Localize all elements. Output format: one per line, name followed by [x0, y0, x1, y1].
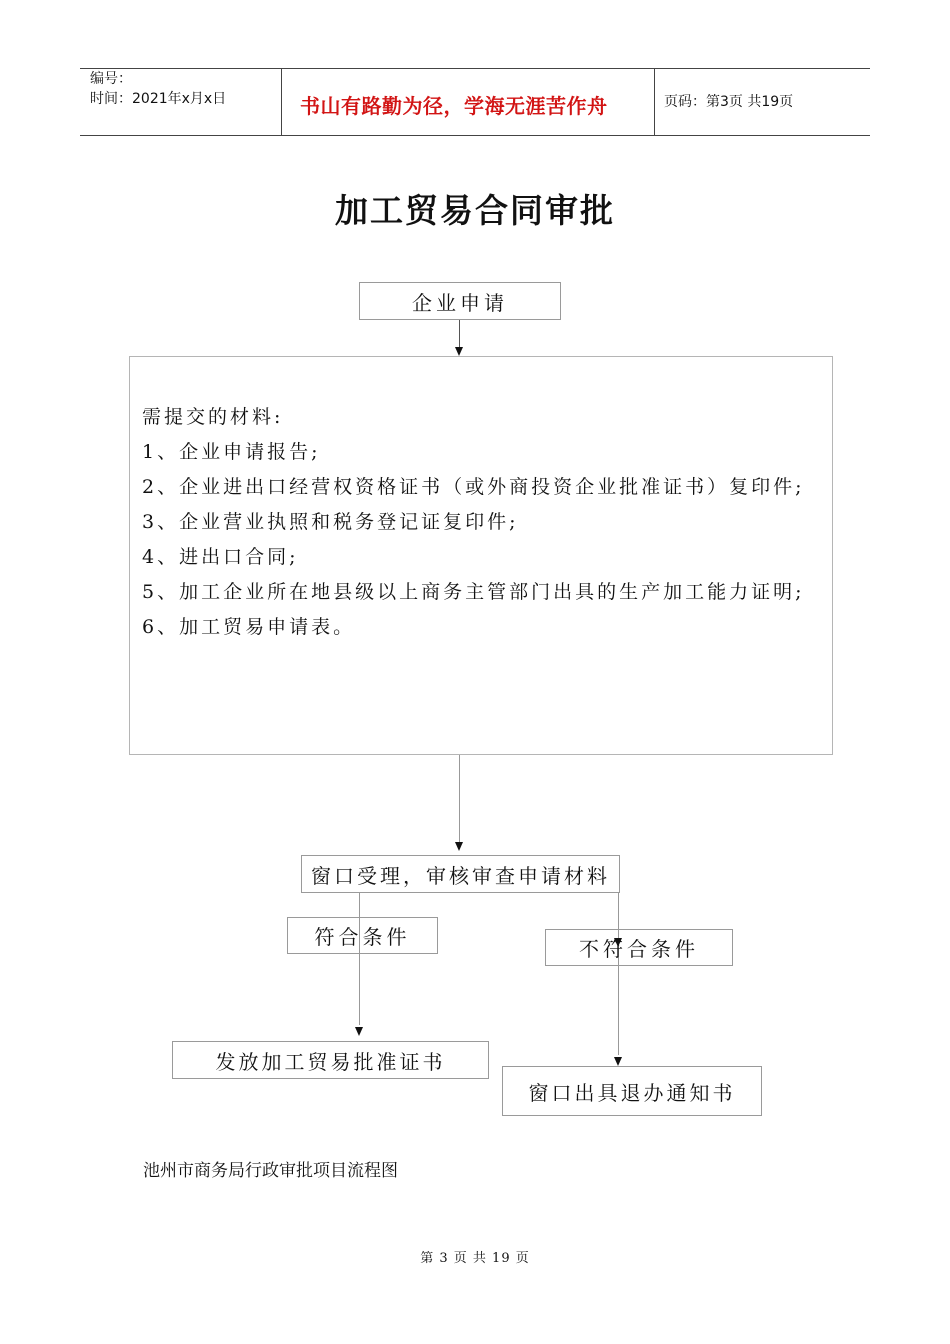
flow-reject-label: 窗口出具退办通知书: [528, 1080, 736, 1105]
arrow-to-issue: [355, 1027, 363, 1036]
connector-review-qualified: [359, 893, 360, 1025]
arrow-apply-materials: [455, 347, 463, 356]
header-serial: 编号：: [90, 71, 132, 87]
header-divider-right: [654, 68, 655, 136]
flow-apply-label: 企业申请: [412, 290, 508, 315]
flow-qualified-label: 符合条件: [314, 925, 411, 949]
materials-item-5: 5、加工企业所在地县级以上商务主管部门出具的生产加工能力证明;: [142, 581, 805, 603]
materials-item-4: 4、进出口合同;: [142, 546, 299, 568]
diagram-caption: 池州市商务局行政审批项目流程图: [143, 1161, 398, 1181]
materials-item-3: 3、企业营业执照和税务登记证复印件;: [142, 511, 519, 533]
flow-qualified-box: [287, 917, 438, 954]
flow-reject-box: [502, 1066, 762, 1116]
arrow-materials-review: [455, 842, 463, 851]
connector-review-unqualified: [618, 893, 619, 1055]
header-top-rule: [80, 68, 870, 69]
materials-heading: 需提交的材料:: [142, 406, 284, 428]
arrow-into-unqualified: [614, 938, 622, 947]
flow-unqualified-box: [545, 929, 733, 966]
header-page-info: 页码：第3页 共19页: [664, 94, 794, 110]
flow-issue-box: [172, 1041, 489, 1079]
flow-review-label: 窗口受理，审核审查申请材料: [311, 863, 610, 888]
header-divider-left: [281, 68, 282, 136]
arrow-to-reject: [614, 1057, 622, 1066]
header-bottom-rule: [80, 135, 870, 136]
header-motto: 书山有路勤为径，学海无涯苦作舟: [300, 94, 608, 118]
flow-issue-label: 发放加工贸易批准证书: [215, 1049, 446, 1074]
materials-item-1: 1、企业申请报告;: [142, 441, 321, 463]
page-number: 第 3 页 共 19 页: [420, 1251, 530, 1266]
flow-unqualified-label: 不符合条件: [579, 937, 699, 961]
flow-apply-box: [359, 282, 561, 320]
document-title: 加工贸易合同审批: [335, 191, 615, 230]
materials-item-6: 6、加工贸易申请表。: [142, 616, 356, 638]
connector-apply-materials: [459, 320, 460, 349]
connector-materials-review: [459, 755, 460, 844]
flow-review-box: [301, 855, 620, 893]
materials-item-2: 2、企业进出口经营权资格证书（或外商投资企业批准证书）复印件;: [142, 476, 805, 498]
header-time: 时间：2021年x月x日: [90, 91, 227, 107]
